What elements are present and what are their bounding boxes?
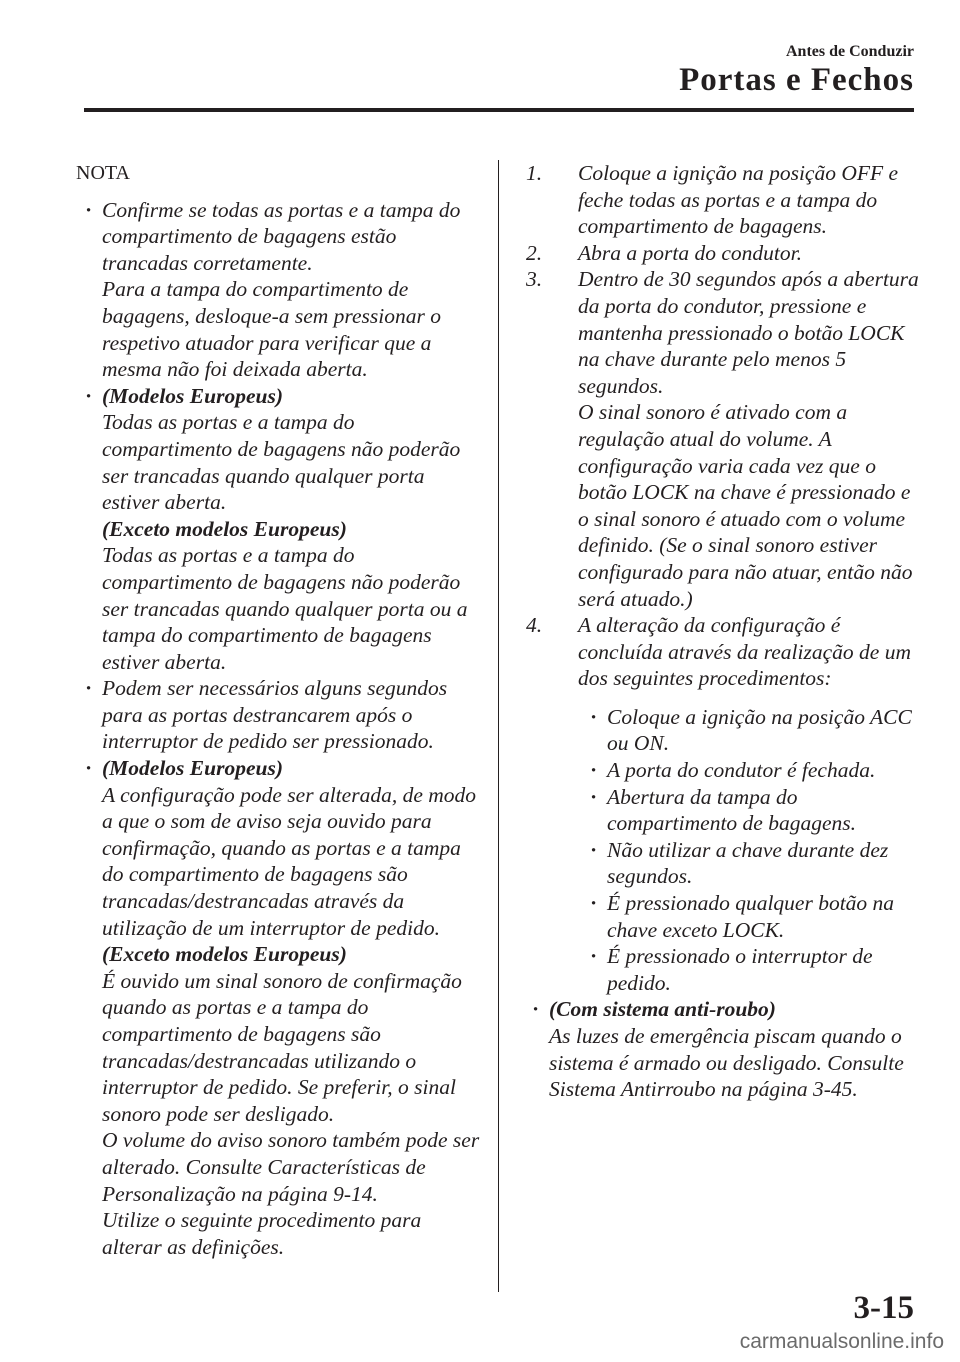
step-3 <box>526 266 920 612</box>
note-bullet-4-text-3: O volume do aviso sonoro também pode ser alterado. Consulte Características de Personalização na página 9-14. <box>102 1128 480 1206</box>
step-2 <box>526 240 920 267</box>
note-bullet-2-heading-text: (Modelos Europeus) <box>102 383 283 408</box>
step-4-number: 4. <box>526 613 543 638</box>
anti-theft-heading <box>549 996 920 1023</box>
note-bullet-2-heading <box>102 383 482 410</box>
step-1 <box>526 160 920 240</box>
step-1-number: 1. <box>526 161 543 185</box>
step-4-text: A alteração da configuração é concluída através da realização de um dos seguintes procedimentos: <box>578 613 911 691</box>
step-3-number: 3. <box>526 267 543 292</box>
note-bullet-4-heading-text: (Modelos Europeus) <box>102 756 283 781</box>
sub-item-3: · Abertura da tampa do compartimento de bagagens. <box>607 784 920 837</box>
column-divider <box>498 160 499 1292</box>
right-column <box>520 160 920 1103</box>
sub-item-1: · Coloque a ignição na posição ACC ou ON. <box>607 704 920 757</box>
page-title: Portas e Fechos <box>679 62 914 98</box>
note-heading: NOTA <box>76 162 130 184</box>
note-bullet-4-text-4: Utilize o seguinte procedimento para alterar as definições. <box>102 1208 422 1259</box>
note-bullet-4-text: A configuração pode ser alterada, de modo a que o som de aviso seja ouvido para confirmação, quando as portas e a tampa do compartimento de bagagens são trancadas/destrancadas através da utilização de um interruptor de pedido. <box>102 782 477 940</box>
note-bullet-4-heading-2 <box>102 941 482 968</box>
anti-theft-heading-text: (Com sistema anti-roubo) <box>549 997 776 1022</box>
left-column <box>76 160 482 1260</box>
watermark: carmanualsonline.info <box>739 1330 944 1353</box>
note-bullet-3: · Podem ser necessários alguns segundos para as portas destrancarem após o interruptor de pedido ser pressionado. <box>102 675 482 755</box>
note-bullet-2-text: Todas as portas e a tampa do compartimento de bagagens não poderão ser trancadas quando qualquer porta estiver aberta. <box>102 410 461 515</box>
note-bullet-1: · Confirme se todas as portas e a tampa do compartimento de bagagens estão trancadas corretamente. <box>102 197 482 277</box>
note-bullet-2-heading-2 <box>102 516 482 543</box>
step-1-text: Coloque a ignição na posição OFF e feche todas as portas e a tampa do compartimento de bagagens. <box>578 161 899 239</box>
header-rule <box>84 108 914 112</box>
step-3-text: Dentro de 30 segundos após a abertura da porta do condutor, pressione e mantenha pressionado o botão LOCK na chave durante pelo menos 5 segundos. <box>578 267 919 398</box>
step-2-text: Abra a porta do condutor. <box>578 240 802 265</box>
note-bullet-2-heading-2-text: (Exceto modelos Europeus) <box>102 516 347 541</box>
anti-theft-text: As luzes de emergência piscam quando o sistema é armado ou desligado. Consulte Sistema Antirroubo na página 3-45. <box>549 1024 904 1102</box>
note-bullet-4-heading <box>102 755 482 782</box>
sub-item-6: · É pressionado o interruptor de pedido. <box>607 943 920 996</box>
page-number: 3-15 <box>853 1290 914 1326</box>
note-bullet-1-text: Para a tampa do compartimento de bagagens, desloque-a sem pressionar o respetivo atuador para verificar que a mesma não foi deixada aberta. <box>102 277 441 382</box>
step-2-number: 2. <box>526 240 543 265</box>
sub-item-5: · É pressionado qualquer botão na chave exceto LOCK. <box>607 890 920 943</box>
note-bullet-2-text-2: Todas as portas e a tampa do compartimento de bagagens não poderão ser trancadas quando qualquer porta ou a tampa do compartimento de bagagens estiver aberta. <box>102 543 468 674</box>
note-bullet-4-text-2: É ouvido um sinal sonoro de confirmação quando as portas e a tampa do compartimento de bagagens são trancadas/destrancadas utilizando o interruptor de pedido. Se preferir, o sinal sonoro pode ser desligado. <box>102 968 462 1126</box>
note-bullet-4-heading-2-text: (Exceto modelos Europeus) <box>102 942 347 967</box>
sub-item-4: · Não utilizar a chave durante dez segundos. <box>607 837 920 890</box>
step-3-text-2: O sinal sonoro é ativado com a regulação atual do volume. A configuração varia cada vez que o botão LOCK na chave é pressionado e o sinal sonoro é atuado com o volume definido. (Se o sinal sonoro estiver configurado para não atuar, então não será atuado.) <box>578 400 913 611</box>
header-section: Antes de Conduzir <box>785 43 914 60</box>
spacer <box>578 692 920 704</box>
step-4 <box>526 612 920 996</box>
sub-item-2: · A porta do condutor é fechada. <box>607 757 920 784</box>
